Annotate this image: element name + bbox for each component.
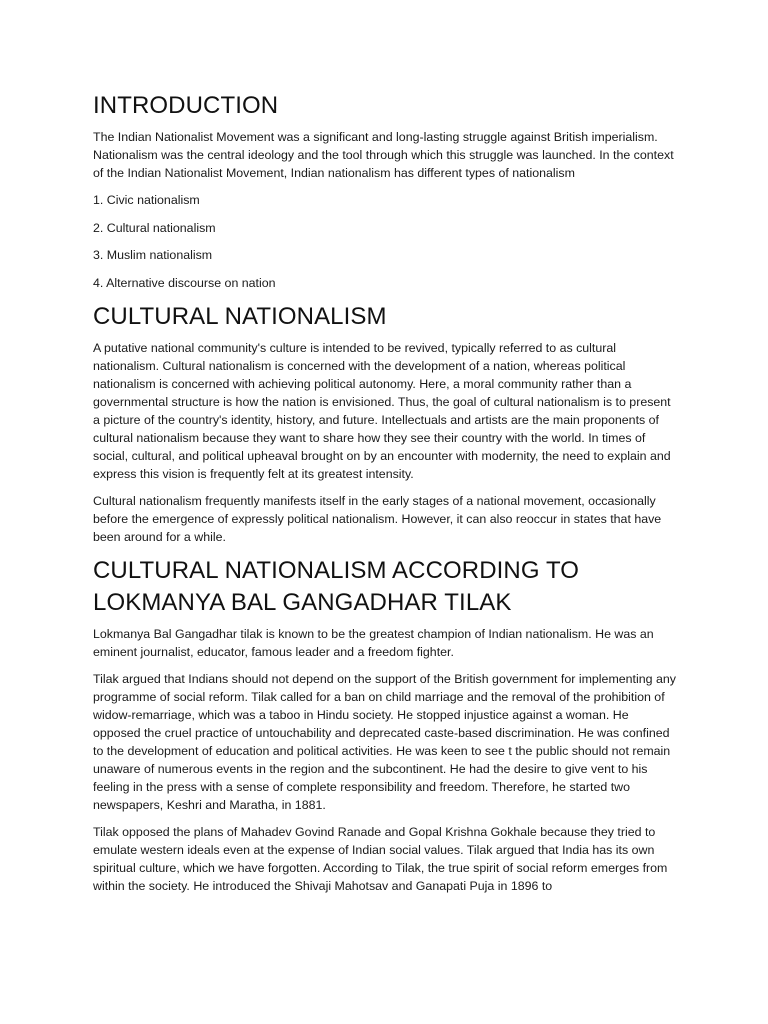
cultural-paragraph-1: A putative national community's culture is intended to be revived, typically referred to as cultural nationalism. Cultural nationalism is concerned with the development of a nation, whereas political nationalism is concerned with achieving political autonomy. Here, a moral community rather than a governmental structure is how the nation is envisioned. Thus, the goal of cultural nationalism is to present a picture of the country's identity, history, and future. Intellectuals and artists are the main proponents of cultural nationalism because they want to share how they see their country with the world. In times of social, cultural, and political upheaval brought on by an encounter with modernity, the need to explain and express this vision is frequently felt at its greatest intensity. [93, 341, 671, 481]
tilak-heading: CULTURAL NATIONALISM ACCORDING TO LOKMANYA BAL GANGADHAR TILAK [93, 557, 580, 616]
list-item: 1. Civic nationalism [93, 193, 200, 207]
tilak-paragraph-2: Tilak argued that Indians should not depend on the support of the British government for implementing any programme of social reform. Tilak called for a ban on child marriage and the removal of the prohibition of widow-remarriage, which was a taboo in Hindu society. He stopped injustice against a woman. He opposed the cruel practice of untouchability and deprecated caste-based discrimination. He was confined to the development of education and political activities. He was keen to see t the public should not remain unaware of numerous events in the region and the subcontinent. He had the desire to give vent to his feeling in the press with a sense of complete responsibility and freedom. Therefore, he started two newspapers, Keshri and Maratha, in 1881. [93, 672, 676, 812]
introduction-paragraph: The Indian Nationalist Movement was a significant and long-lasting struggle against British imperialism. Nationalism was the central ideology and the tool through which this struggle was launched. In the context of the Indian Nationalist Movement, Indian nationalism has different types of nationalism [93, 130, 674, 180]
list-item: 4. Alternative discourse on nation [93, 275, 276, 290]
tilak-paragraph-1: Lokmanya Bal Gangadhar tilak is known to be the greatest champion of Indian nationalism. He was an eminent journalist, educator, famous leader and a freedom fighter. [93, 627, 654, 659]
introduction-heading: INTRODUCTION [93, 92, 279, 119]
list-item: 2. Cultural nationalism [93, 220, 216, 235]
cultural-paragraph-2: Cultural nationalism frequently manifests itself in the early stages of a national movement, occasionally before the emergence of expressly political nationalism. However, it can also reoccur in states that have been around for a while. [93, 494, 662, 544]
list-item: 3. Muslim nationalism [93, 248, 213, 262]
tilak-paragraph-3: Tilak opposed the plans of Mahadev Govind Ranade and Gopal Krishna Gokhale because they tried to emulate western ideals even at the expense of Indian social values. Tilak argued that India has its own spiritual culture, which we have forgotten. According to Tilak, the true spirit of social reform emerges from within the society. He introduced the Shivaji Mahotsav and Ganapati Puja in 1896 to [93, 825, 668, 893]
cultural-nationalism-heading: CULTURAL NATIONALISM [93, 303, 387, 330]
